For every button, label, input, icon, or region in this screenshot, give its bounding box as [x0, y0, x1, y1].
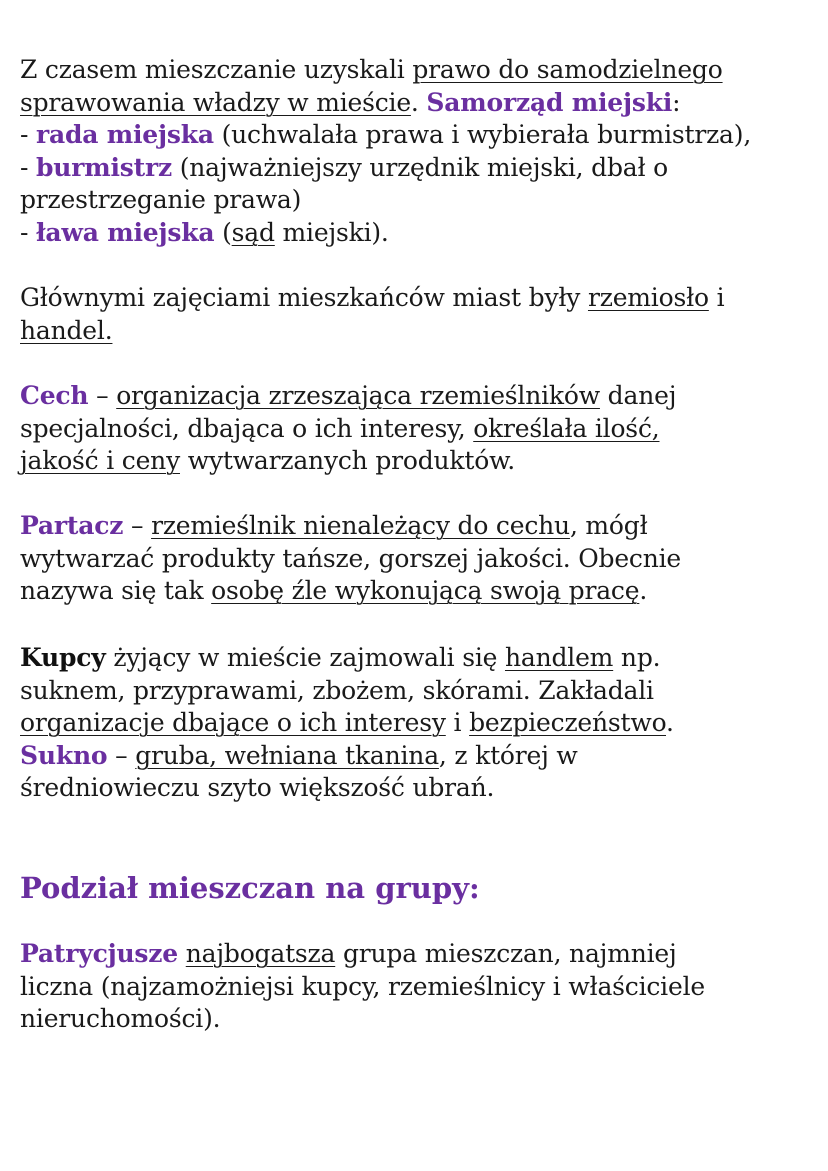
term-cech: Cech [20, 381, 89, 410]
text: i [708, 283, 725, 312]
text: miejski). [274, 217, 389, 247]
paragraph-partacz [20, 510, 820, 608]
text-line [20, 707, 820, 740]
text-line: przestrzeganie prawa) [20, 185, 302, 215]
text-line [20, 938, 820, 971]
underlined-text: rzemieślnik nienależący do cechu [151, 511, 570, 540]
text: – [107, 740, 136, 770]
text: – [88, 381, 117, 410]
text: . [666, 708, 674, 738]
text: specjalności, dbająca o ich interesy, [20, 413, 474, 443]
text: – [123, 511, 152, 540]
text-line [20, 217, 820, 250]
text-line [20, 54, 820, 87]
text: , z której w [438, 740, 578, 770]
text: żyjący w mieście zajmowali się [105, 643, 505, 672]
text-line [20, 119, 820, 152]
text-line: suknem, przyprawami, zbożem, skórami. Zakładali [20, 675, 654, 705]
text: - [20, 152, 36, 182]
text: nazywa się tak [20, 576, 212, 606]
underlined-text: osobę źle wykonującą swoją pracę [211, 576, 640, 606]
underlined-text: określała ilość, [473, 413, 660, 443]
term-rada-miejska: rada miejska [36, 120, 214, 150]
underlined-text: sąd [231, 217, 275, 247]
underlined-text: handlem [504, 643, 614, 672]
text-line [20, 152, 820, 185]
text: ( [214, 217, 232, 247]
term-lawa-miejska: ława miejska [36, 217, 215, 247]
paragraph-samorzad [20, 54, 820, 250]
text: Głównymi zajęciami mieszkańców miast były [20, 283, 588, 312]
term-patrycjusze: Patrycjusze [20, 939, 178, 968]
underlined-text: organizacje dbające o ich interesy [20, 708, 446, 738]
text-line [20, 510, 820, 543]
text-line [20, 315, 820, 348]
paragraph-kupcy [20, 642, 820, 805]
text: wytwarzanych produktów. [180, 446, 516, 476]
text: i [445, 708, 470, 738]
underlined-text: jakość i ceny [20, 446, 180, 476]
text-line [20, 282, 820, 315]
text: , mógł [569, 511, 648, 540]
text-line [20, 740, 820, 773]
underlined-text: rzemiosło [587, 283, 709, 312]
text: : [672, 87, 681, 117]
text-line: liczna (najzamożniejsi kupcy, rzemieślnicy i właściciele [20, 971, 705, 1001]
text: - [20, 217, 36, 247]
paragraph-cech [20, 380, 820, 478]
text-line [20, 642, 820, 675]
term-burmistrz: burmistrz [36, 152, 172, 182]
text-line: nieruchomości). [20, 1004, 221, 1034]
text-line: średniowieczu szyto większość ubrań. [20, 773, 495, 803]
text: grupa mieszczan, najmniej [335, 939, 677, 968]
paragraph-patrycjusze [20, 938, 820, 1036]
text [178, 939, 186, 968]
underlined-text: handel. [20, 315, 113, 345]
text-line [20, 380, 820, 413]
underlined-text: bezpieczeństwo [469, 708, 666, 738]
term-kupcy: Kupcy [20, 643, 106, 672]
term-samorzad-miejski: Samorząd miejski [426, 87, 673, 117]
text-line [20, 413, 820, 446]
text-line: wytwarzać produkty tańsze, gorszej jakości. Obecnie [20, 543, 682, 573]
underlined-text: gruba, wełniana tkanina [135, 740, 439, 770]
text: Z czasem mieszczanie uzyskali [20, 55, 413, 84]
underlined-text: organizacja zrzeszająca rzemieślników [116, 381, 600, 410]
section-heading: Podział mieszczan na grupy: [20, 871, 480, 905]
text: danej [599, 381, 677, 410]
paragraph-zajecia [20, 282, 820, 347]
text: . [639, 576, 648, 606]
term-partacz: Partacz [20, 511, 124, 540]
text: - [20, 120, 36, 150]
text: . [410, 87, 427, 117]
text: (najważniejszy urzędnik miejski, dbał o [171, 152, 668, 182]
text: (uchwalała prawa i wybierała burmistrza), [213, 120, 752, 150]
underlined-text: najbogatsza [185, 939, 336, 968]
underlined-text: sprawowania władzy w mieście [20, 87, 411, 117]
term-sukno: Sukno [20, 740, 108, 770]
text-line [20, 575, 820, 608]
text: np. [613, 643, 661, 672]
underlined-text: prawo do samodzielnego [412, 55, 723, 84]
text-line [20, 87, 820, 120]
text-line [20, 445, 820, 478]
